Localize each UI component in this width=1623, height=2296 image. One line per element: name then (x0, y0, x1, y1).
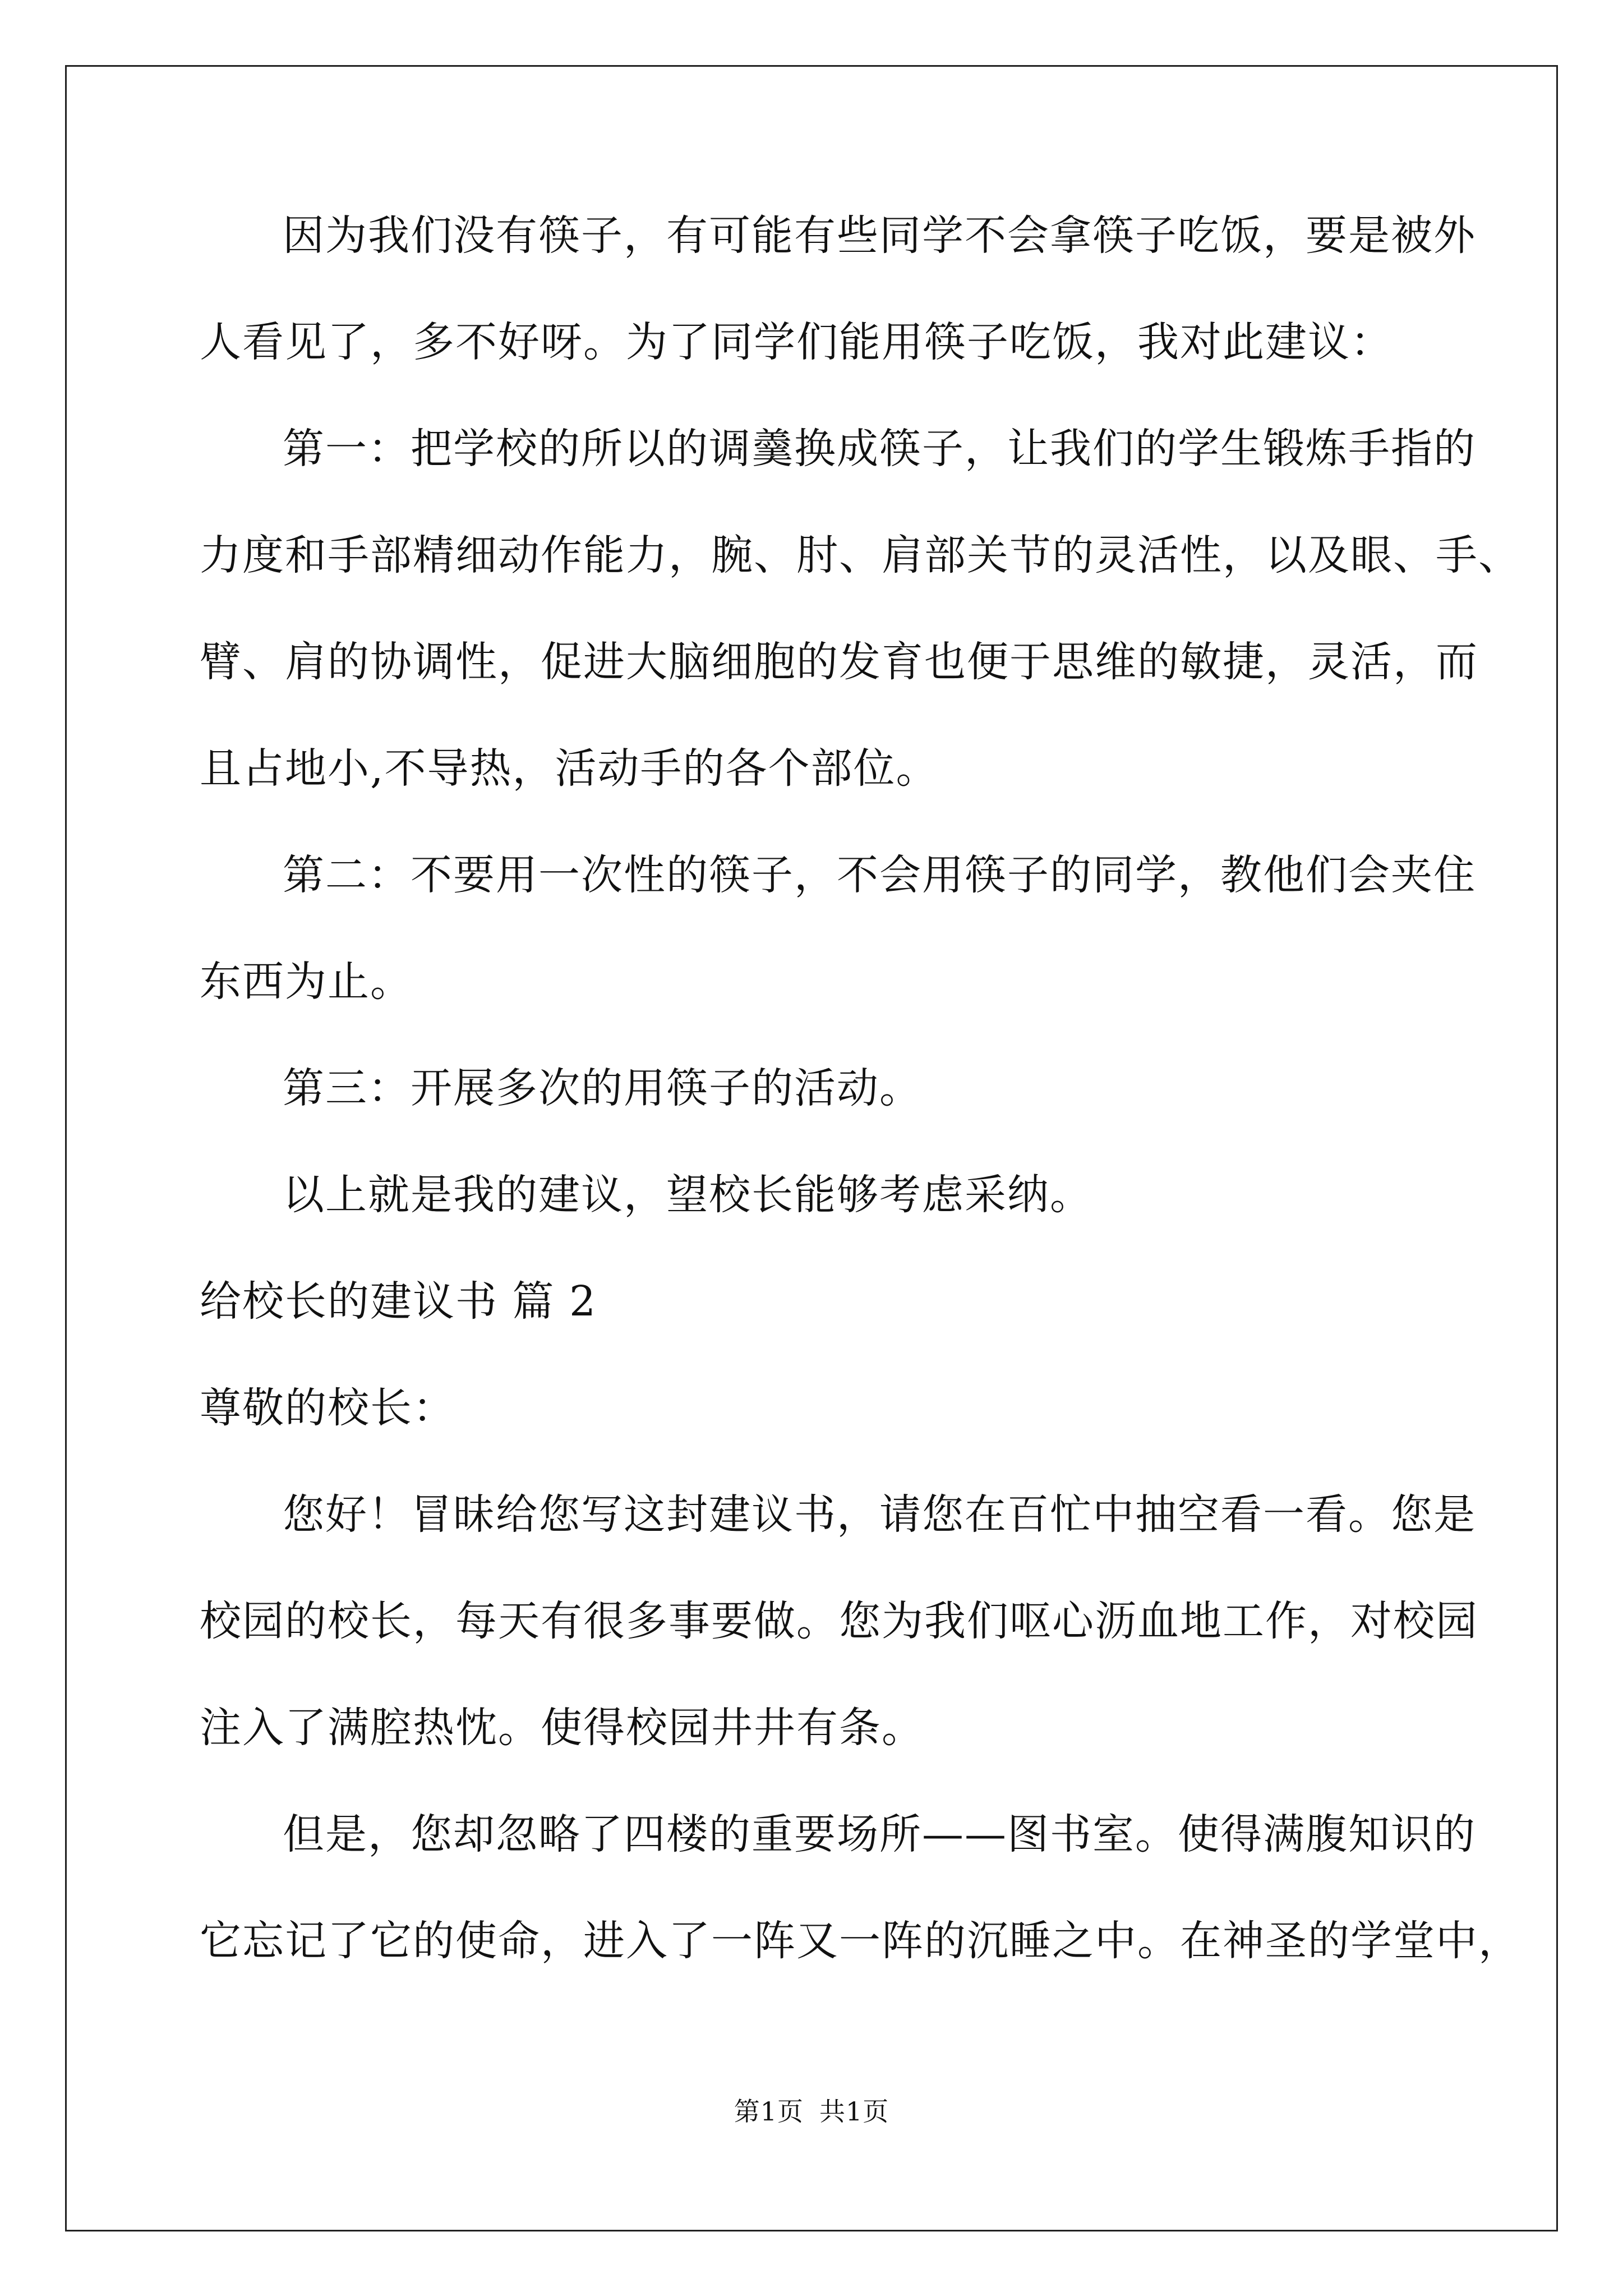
paragraph-line: 第三：开展多次的用筷子的活动。 (283, 1064, 922, 1112)
page-border (65, 65, 1558, 2231)
section-heading: 给校长的建议书 篇 2 (200, 1277, 597, 1326)
paragraph-line: 以上就是我的建议，望校长能够考虑采纳。 (283, 1171, 1092, 1219)
paragraph-line: 人看见了，多不好呀。为了同学们能用筷子吃饭，我对此建议： (200, 318, 1393, 366)
paragraph-line: 因为我们没有筷子，有可能有些同学不会拿筷子吃饭，要是被外 (283, 211, 1476, 260)
paragraph-line: 注入了满腔热忱。使得校园井井有条。 (200, 1704, 924, 1752)
page-number: 第1页 (734, 2096, 804, 2127)
paragraph-line: 且占地小,不导热，活动手的各个部位。 (200, 744, 939, 793)
paragraph-line: 力度和手部精细动作能力，腕、肘、肩部关节的灵活性，以及眼、手、 (200, 531, 1521, 579)
paragraph-line: 第一：把学校的所以的调羹换成筷子，让我们的学生锻炼手指的 (283, 425, 1476, 473)
page-footer (0, 2095, 1623, 2128)
paragraph-line: 东西为止。 (200, 958, 413, 1006)
paragraph-line: 但是，您却忽略了四楼的重要场所——图书室。使得满腹知识的 (283, 1810, 1476, 1858)
paragraph-line: 臂、肩的协调性，促进大脑细胞的发育也便于思维的敏捷，灵活，而 (200, 638, 1478, 686)
salutation: 尊敬的校长： (200, 1384, 455, 1432)
paragraph-line: 它忘记了它的使命，进入了一阵又一阵的沉睡之中。在神圣的学堂中， (200, 1917, 1521, 1965)
page-total: 共1页 (819, 2096, 889, 2127)
paragraph-line: 第二：不要用一次性的筷子，不会用筷子的同学，教他们会夹住 (283, 851, 1476, 899)
paragraph-line: 校园的校长，每天有很多事要做。您为我们呕心沥血地工作，对校园 (200, 1597, 1478, 1645)
paragraph-line: 您好！冒昧给您写这封建议书，请您在百忙中抽空看一看。您是 (283, 1490, 1476, 1539)
